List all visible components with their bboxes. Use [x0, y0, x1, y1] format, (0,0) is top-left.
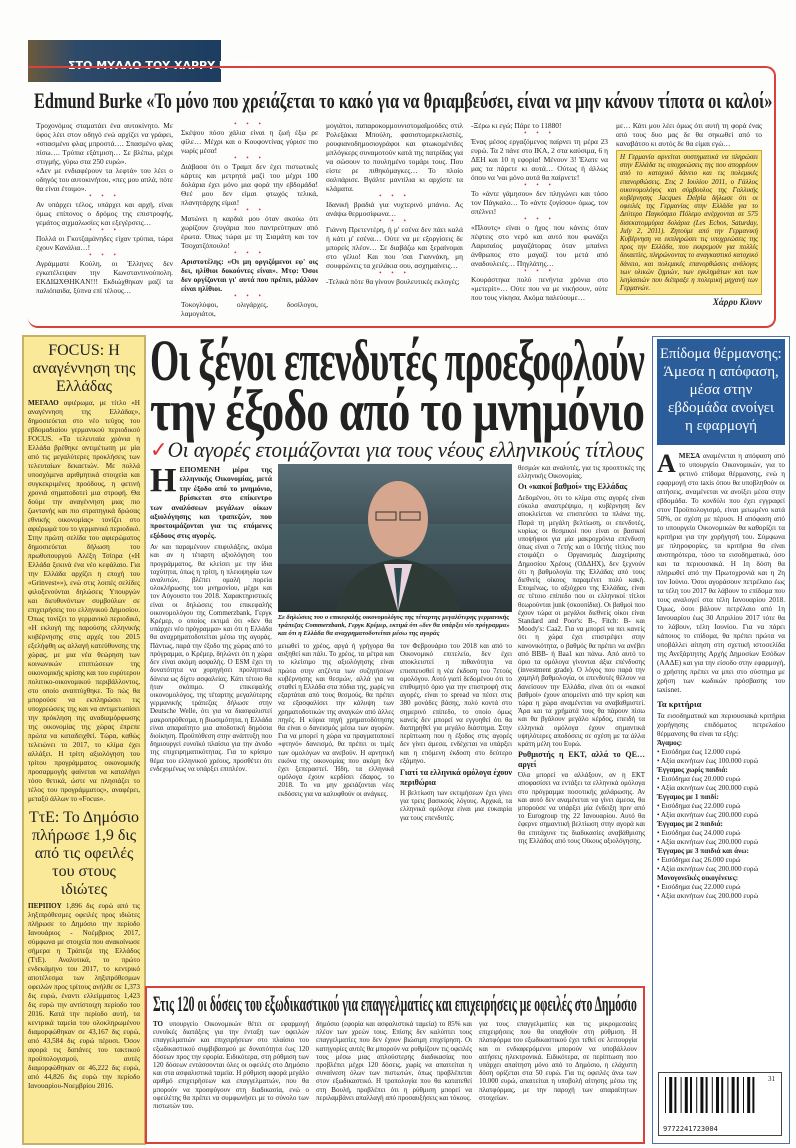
- dropcap: Α: [657, 449, 676, 478]
- paragraph: -Τελικά πότε θα γίνουν βουλευτικές εκλογές;: [326, 277, 460, 286]
- column-headline: [34, 88, 772, 114]
- paragraph: μειωθεί το χρέος, αργά ή γρήγορα θα αυξηθεί και πάλι. Το χρέος, τα μέτρα και το κλείσιμο της αξιολόγησης είναι πρώτα στην ατζέντα των συζητήσεων κυβέρνησης και θεσμών, αλλά για να σταθεί η Ελλάδα στα πόδια της, χωρίς να εξαρτάται από τους θεσμούς, θα πρέπει να εξασφαλίσει την κάλυψη των χρηματοδοτικών της αναγκών από άλλες πηγές. Η κύρια πηγή χρηματοδότησης θα είναι ο δανεισμός μέσω των αγορών. Για να μπορεί η χώρα να πραγματοποιεί «φτηνό» δανεισμό, θα πρέπει οι τιμές των ομολόγων να ανεβούν. Η αρνητική εικόνα της οικονομίας που ακόμη δεν έχει ξεπεραστεί. Ήδη, τα ελληνικά ομόλογα έχουν κερδίσει έδαφος, το 2018. Το να μην χρειάζονται νέες εκδόσεις για να καλυφθούν οι ανάγκες.: [278, 642, 394, 798]
- photo-economist: [278, 464, 512, 612]
- barcode-bar: [747, 1077, 750, 1113]
- section-subhead: Οι «κακοί βαθμοί» της Ελλάδας: [518, 482, 628, 492]
- paragraph: Διάβασα ότι ο Τραμπ δεν έχει πιστωτικές κάρτες και μετρητά μαζί του μέχρι 100 δολάρια έχει μόνο μια φορά την εβδομάδα! Θεέ μου δεν είμαι φτωχός τελικά, πλανητάρχης είμαι!: [181, 162, 318, 207]
- paragraph: υπουργείο Οικονομικών θέτει σε εφαρμογή ευνοϊκές διατάξεις για την ένταξη των οφειλών επαγγελματιών και επιχειρήσεων στο πλαίσιο του εξωδικαστικού συμβιβασμού με δυνατότητα έως 120 δόσεων προς την εφορία. Ειδικότερα, στη ρύθμιση των 120 δόσεων εντάσσονται όλες οι οφειλές στο Δημόσιο και στα ασφαλιστικά ταμεία. Η ρύθμιση αφορά μεγάλο αριθμό επιχειρήσεων και επαγγελματιών, που θα μπορούν να προσφύγουν στη διαδικασία, ενώ ο οφειλέτης θα πρέπει να συμφωνήσει με το σύνολο των πιστωτών του.: [153, 1020, 309, 1111]
- separator: • • •: [89, 226, 120, 234]
- person-photo-icon: [278, 464, 512, 612]
- lead-word: ΜΕΣΑ: [678, 452, 701, 460]
- headline-line: η εφαρμογή: [685, 418, 757, 434]
- bottom-article: [145, 986, 645, 1144]
- separator: • • •: [524, 215, 555, 223]
- barcode-bar: [700, 1077, 703, 1113]
- separator: • • •: [379, 217, 410, 225]
- headline-line: Άμεσα η απόφαση,: [663, 364, 779, 380]
- paragraph: αναμένεται η απόφαση από το υπουργείο Οικονομικών, για το φετινό επίδομα θέρμανσης, ενώ η εφαρμογή στο taxis όπου θα υποβληθούν οι αιτήσεις, αναμένεται να ανοίξει μέσα στην εβδομάδα. Το κονδύλι που έχει εγγραφεί στον Προϋπολογισμό, είναι μειωμένο κατά 50%, σε σχέση με πέρυσι. Η απόφαση από το υπουργείο Οικονομικών θα καθορίζει τα κριτήρια για την χορήγησή του. Σύμφωνα με πληροφορίες, τα κριτήρια θα είναι αυστηρότερα, τόσο τα εισοδηματικά, όσο και τα περιουσιακά. Η 1η δόση θα πληρωθεί από την Πρωτοχρονιά και η 2η τον Ιούνιο. Όσοι αγοράσουν πετρέλαιο έως τα τέλη του 2017 θα λάβουν το επίδομα που τους αναλογεί στα τέλη Ιανουαρίου 2018. Όμως, όσοι βάλουν πετρέλαιο από 1η Ιανουαρίου έως 30 Απριλίου 2017 τότε θα το λάβουν, τέλη Ιουνίου. Για να πάρει κάποιος το επίδομα, θα πρέπει πρώτα να υποβάλλει αίτηση στη σχετική ιστοσελίδα της Ανεξάρτητης Αρχής Δημοσίων Εσόδων (ΑΑΔΕ) και για την είσοδο στην εφαρμογή, ο χρήστης πρέπει να μπει στο σύστημα με χρήση των κωδικών πρόσβασης του taxisnet.: [657, 452, 786, 694]
- bottom-headline-text: Στις 120 οι δόσεις του εξωδικαστικού για επαγγελματίες και επιχειρήσεις με οφειλές στο Δημόσιο: [153, 991, 637, 1016]
- dropcap: Η: [150, 462, 177, 499]
- paragraph: Αγράμματε Κούλη, οι Έλληνες δεν εγκατέλειψαν την Κωνσταντινούπολη. ΕΚΔΙΩΧΘΗΚΑΝ!!! Εκδιώχθηκαν μαζί τα παλιόπαιδα, ξύπνα επί τέλους…: [36, 259, 173, 295]
- headline-row: [660, 363, 782, 381]
- barcode-bar: [752, 1077, 754, 1113]
- barcode-bar: [681, 1077, 682, 1113]
- criteria-item: [657, 820, 785, 847]
- paragraph: «Δεν με ενδιαφέρουν τα λεφτά» του λέει ο οδηγός του αυτοκινήτου, «πες μου απλά, πότε θα είναι έτοιμο».: [36, 166, 173, 193]
- criteria-group: Άγαμος:: [657, 739, 683, 747]
- barcode-bar: [727, 1077, 728, 1113]
- headline-line: μέσα στην: [689, 382, 753, 398]
- criteria-income: • Εισόδημα έως 26.000 ευρώ: [657, 856, 741, 864]
- separator: • • •: [524, 267, 555, 275]
- barcode-bar: [712, 1077, 713, 1113]
- paragraph: Γιάννη Πρετεντέρη, ή μ' εσένα δεν πάει καλά ή κάτι μ' εσένα… Ούτε να με εξοργίσεις δε μπορείς πλέον… Σε διαβάζω και ξεραίνομαι στο γέλιο! Και που 'σαι Γιαννάκη, μη σουφρώνεις τα χειλάκια σου, ασχημαίνεις…: [326, 225, 463, 270]
- criteria-assets: • Αξία ακινήτων έως 200.000 ευρώ: [657, 811, 759, 819]
- focus-title: FOCUS: Η αναγέννηση της Ελλάδας: [32, 342, 136, 395]
- barcode-bar: [743, 1077, 744, 1113]
- barcode-bar: [665, 1077, 666, 1113]
- heating-body: [657, 449, 786, 901]
- criteria-income: • Εισόδημα έως 20.000 ευρώ: [657, 775, 741, 783]
- barcode-bar: [674, 1077, 676, 1113]
- separator: • • •: [234, 292, 265, 300]
- criteria-assets: • Αξία ακινήτων έως 200.000 ευρώ: [657, 865, 759, 873]
- column-headline-text: Edmund Burke «Το μόνο που χρειάζεται το κακό για να θριαμβεύσει, είναι να μην κάνουν τίποτα οι καλοί»: [34, 88, 773, 113]
- criteria-intro: Τα εισοδηματικά και περιουσιακά κριτήρια χορήγησης επιδόματος πετρελαίου θέρμανσης θα είναι τα εξής:: [657, 712, 785, 738]
- column-col-1: [36, 121, 173, 295]
- paragraph: -Ξέρω κι εγώ; Πάρε το 11880!: [471, 121, 562, 130]
- headline-row: [150, 378, 645, 443]
- focus-body: [28, 399, 140, 804]
- paragraph: μογιάτοι, παπαροκομμουνιστομαϊμούδες στιλ Ρολεξάκια Μπούλη, φασιστομερκελιστές, ρουφιανοδημοσιογράφοι και φτωκομένιδες μπλόγκερς συναμοτούν κατά της πατρίδας για να σώσουν το πουλημένο τομάρι τους. Που είστε ρε πιθηκόμαγκες… Το πλοίο σαλπάρισε. Βγάλτε μαντίλια κι αρχίστε τα κλάματα.: [326, 121, 463, 193]
- separator: • • •: [524, 129, 555, 137]
- column-col-4: [471, 121, 608, 302]
- criteria-assets: • Αξία ακινήτων έως 200.000 ευρώ: [657, 838, 759, 846]
- column-col-3: [326, 121, 463, 286]
- headline-line: την έξοδο από το μνημόνιο: [150, 378, 645, 443]
- paragraph: Ματώνει η καρδιά μου όταν ακούω ότι χωρίζουν ζευγάρια που παντρεύτηκαν από έρωτα. Όπως τώρα με τη Σιαμάτη και τον Τσοχατζόπουλο!: [181, 214, 318, 250]
- criteria-item: [657, 739, 785, 766]
- section-subhead: Γιατί τα ελληνικά ομόλογα έχουν περιθώρια: [400, 768, 512, 787]
- tte-title: ΤτΕ: Το Δημόσιο πλήρωσε 1,9 δις από τις οφειλές του στους ιδιώτες: [28, 809, 140, 898]
- lead-paragraph: ΕΠΟΜΕΝΗ μέρα της ελληνικής Οικονομίας, μετά την έξοδο από το μνημόνιο, βρίσκεται στο επίκεντρο των αναλύσεων μεγάλων οίκων αξιολόγησης και τραπεζών, που προετοιμάζονται για τις επόμενες εξόδους στις αγορές.: [150, 465, 272, 540]
- lead-word: ΜΕΓΑΛΟ: [28, 399, 59, 407]
- criteria-income: • Εισόδημα έως 22.000 ευρώ: [657, 883, 741, 891]
- main-col-1: [150, 462, 272, 773]
- separator: • • •: [89, 192, 120, 200]
- criteria-income: • Εισόδημα έως 24.000 ευρώ: [657, 829, 741, 837]
- barcode-icon: [659, 1073, 781, 1123]
- criteria-group: Έγγαμος χωρίς παιδιά:: [657, 766, 728, 774]
- quote-box: Η Γερμανία αρνείται συστηματικά να πληρώσει στην Ελλάδα τις υποχρεώσεις της που απορρέουν από το κατοχικό δάνειο και τις πολεμικές επανορθώσεις. Στις 2 Ιουλίου 2011, ο Γάλλος οικονομολόγος και σύμβουλος της Γαλλικής κυβέρνησης Jacques Delpla δήλωσε ότι οι οφειλές της Γερμανίας στην Ελλάδα για το Δεύτερο Παγκόσμιο Πόλεμο ανέρχονται σε 575 δισεκατομμύρια δολάρια (Les Echos, Saturday, July 2, 2011). Ζητούμε από την Γερμανική Κυβέρνηση να εκπληρώσει τις υποχρεώσεις της προς την Ελλάδα, που εκκρεμούν για πολλές δεκαετίες, πληρώνοντας το αναγκαστικό κατοχικό δάνειο, και πολεμικές επανορθώσεις ανάλογες των υλικών ζημιών, των εγκλημάτων και των λεηλασιών που διέπραξε η πολεμική μηχανή των Γερμανών.: [616, 150, 762, 295]
- subhead-text: Οι αγορές ετοιμάζονται για τους νέους ελληνικούς τίτλους: [167, 437, 644, 462]
- paragraph: για τους επαγγελματίες και τις μικρομεσαίες επιχειρήσεις που θα υπαχθούν στη ρύθμιση. Η πλατφόρμα του εξωδικαστικού έχει τεθεί σε λειτουργία και οι ενδιαφερόμενοι μπορούν να υποβάλλουν αιτήσεις ηλεκτρονικά. Ειδικότερα, σε περίπτωση που υπάρχει απαίτηση μόνο από το Δημόσιο, η ελάχιστη δόση ορίζεται στα 50 ευρώ. Για τις οφειλές άνω των 10.000 ευρώ, απαιτείται η υποβολή αίτησης μέσω της πλατφόρμας, με την παροχή των απαραίτητων στοιχείων.: [479, 1020, 637, 1102]
- separator: • • •: [234, 154, 265, 162]
- criteria-title: Τα κριτήρια: [657, 699, 702, 709]
- headline-line: Οι ξένοι επενδυτές προεξοφλούν: [150, 328, 645, 393]
- barcode-bar: [690, 1077, 692, 1113]
- paragraph: Δεδομένου, ότι το κλίμα στις αγορές είναι εύκολα αναστρέψιμο, η κυβέρνηση δεν αποκλείεται να επισπεύσει τα πλάνα της. Παρά τη μεγάλη βελτίωση, οι επενδυτές, κυρίως οι θεσμικοί που είναι οι βασικοί υποψήφιοι για μία μακροχρόνια επένδυση όπως είναι ο 7ετής και ο 10ετής τίτλος που ετοιμάζει ο Οργανισμός Διαχείρισης Δημοσίου Χρέους (ΟΔΔΗΧ), δεν ξεχνούν ότι η βαθμολογία της Ελλάδας από τους διεθνείς οίκους παραμένει πολύ κακή. Επομένως, το αξιόχρεο της Ελλάδας, είναι σε τέτοιο επίπεδο που οι ελληνικοί τίτλοι θεωρούνται junk (σκουπίδια). Οι βαθμοί που έχουν τώρα οι μεγάλοι διεθνείς οίκοι είναι Standard and Poor's: B-, Fitch: B- και Moody's: Caa2. Για να μπορεί να πει κανείς ότι η χώρα έχει επιστρέψει στην κανονικότητα, ο βαθμός θα πρέπει να ανέβει από ΒΒΒ- ή Baa1 και πάνω. Από αυτό το όριο τα ομόλογα γίνονται άξια επένδυσης (investment grade). Ο λόγος που παρά την χαμηλή βαθμολογία, οι επενδυτές θέλουν να δανείσουν την Ελλάδα, είναι ότι οι «κακοί βαθμοί» έχουν απομείνει από την κρίση και τώρα η χώρα αναμένεται να αναβαθμιστεί. Άρα και τα χρήματά τους θα πάρουν πίσω και θα βγάλουν μεγάλο κέρδος, επειδή τα ελληνικά ομόλογα έχουν σημαντικά υψηλότερες αποδόσεις σε σχέση με τα άλλα κράτη μέλη του Ευρώ.: [518, 493, 645, 748]
- paragraph: Αν υπάρχει τέλος, υπάρχει και αρχή, είναι όμως επίπονος ο δρόμος της επιστροφής, γεμάτος αιχμαλωσίες και εξεγέρσεις…: [36, 200, 173, 227]
- tte-body: [28, 902, 140, 1091]
- separator: • • •: [524, 181, 555, 189]
- checkmark-icon: ✓: [150, 437, 168, 462]
- barcode-bar: [737, 1077, 739, 1113]
- bottom-col-1: [153, 1020, 309, 1110]
- signature: Χάρρυ Κλυνν: [712, 297, 762, 308]
- criteria-assets: • Αξία ακινήτων έως 200.000 ευρώ: [657, 784, 759, 792]
- barcode-bar: [721, 1077, 723, 1113]
- column-col-2: [181, 121, 318, 318]
- banner-text: ΣΤΟ ΜΥΑΛΟ ΤΟΥ ΧΑΡΡΥ ΚΛΥΝΝ: [68, 59, 263, 72]
- main-col-4: [518, 464, 645, 845]
- paragraph: Αν και παραμένουν επιφυλάξεις, ακόμα και αν η τέταρτη αξιολόγηση του προγράμματος, θα κλείσει με την ίδια ταχύτητα, όπως η τρίτη, η πλειοψηφία των αναλυτών, βλέπει ομαλή πορεία ολοκλήρωσης του μνημονίου, μέχρι και τον Αύγουστο του 2018. Χαρακτηριστικές είναι οι δηλώσεις του επικεφαλής οικονομολόγου της Commerzbank, Γεργκ Κρέμερ, ο οποίος εκτιμά ότι «δεν θα υπάρχει νέο πρόγραμμα» και ότι η Ελλάδα θα αναχρηματοδοτείται μέσω της αγοράς. Πάντως, παρά την έξοδο της χώρας από το πρόγραμμα, ο Κρέμερ, δηλώνει ότι η χώρα δεν είναι ακόμη ασφαλής. Ο ΕSΜ έχει τη δυνατότητα να χορηγήσει προληπτικά δάνεια ως δίχτυ ασφαλείας. Κάτι τέτοιο θα ήταν σκόπιμο. Ο επικεφαλής οικονομολόγος, της τέταρτης μεγαλύτερης γερμανικής τράπεζας δήλωσε στην Deutsche Welle, ότι για να διασφαλιστεί μακροπρόθεσμα, η βιωσιμότητα, η Ελλάδα είναι απαραίτητο μια αποδοτική δημόσια διοίκηση. Προϋπόθεση στην ανάπτυξη που δημιουργεί ευνοϊκό πλαίσιο για την άνοδο της επιχειρηματικότητας. Για το κρίσιμο θέμα του ελληνικού χρέους, προσθέτει ότι ενδεχομένως να υπάρξει επιπλέον.: [150, 543, 272, 773]
- barcode: [658, 1072, 782, 1136]
- bottom-headline: [153, 991, 637, 1017]
- subhead-line: [150, 437, 644, 462]
- paragraph: δημόσιο (εφορία και ασφαλιστικά ταμεία) το 85% και πλέον των χρεών τους. Επίσης δεν καλύπτει τους επαγγελματίες που δεν έχουν βιώσιμη επιχείρηση. Οι κατηγορίες αυτές θα μπορούν να ρυθμίζουν τις οφειλές τους μέσω μιας απλούστερης διαδικασίας που προβλέπει μέχρι 120 δόσεις, χωρίς να απαιτείται η συναίνεση όλων των πιστωτών, όπως προβλέπεται στον εξωδικαστικό. Η τροπολογία που θα κατατεθεί στη Βουλή, προβλέπει ότι η ρύθμιση μπορεί να περιλαμβάνει απαλλαγή από προσαυξήσεις και τόκους.: [316, 1020, 472, 1102]
- separator: • • •: [89, 251, 120, 259]
- main-col-3: [400, 642, 512, 822]
- paragraph: θεσμών και αναλυτές, για τις προοπτικές της ελληνικής Οικονομίας.: [518, 464, 645, 481]
- separator: • • •: [379, 192, 410, 200]
- paragraph: Το «άντε γάμησου» δεν πληγώνει και τόσο τον Πάγκαλο… Το «άντε ζυγίσου» όμως, τον σπέλνει!: [471, 189, 608, 216]
- criteria-assets: • Αξία ακινήτων έως 200.000 ευρώ: [657, 892, 759, 900]
- paragraph: Τροχονόμος σταματάει ένα αυτοκίνητο. Με ύφος λέει στον οδηγό ενώ αρχίζει να γράφει, «σπασμένο φλας μπροστά…. Σπασμένο φλας πίσω…. Τρύπια εξάτμιση… Σε βλέπω, μέχρι στιγμής, γύρω στα 250 ευρώ».: [36, 121, 173, 166]
- headline-line: εβδομάδα ανοίγει: [668, 400, 774, 416]
- paragraph: Πολλά οι Γκοτζαμάνηδες είχαν τρύπια, τώρα έχουν Κανάλια…!: [36, 234, 173, 252]
- barcode-bar: [685, 1077, 688, 1113]
- column-col-5: [616, 121, 762, 308]
- criteria-group: Έγγαμος με 3 παιδιά και άνω:: [657, 847, 749, 855]
- paragraph: Ένας μέσος εργαζόμενος παίρνει τη μέρα 23 ευρώ. Τα 2 πάνε στο ΙΚΑ, 2 στα καύσιμα, 6 η ΔΕΗ και 10 η εφορία! Μένουν 3! Έλατε να μας τα πάρετε κι αυτά… Ούτως ή άλλως όπου να 'ναι μόνο αυτά θα παίρνετε!: [471, 137, 608, 182]
- separator: • • •: [234, 206, 265, 214]
- paragraph: «Πλουτς» είναι ο ήχος που κάνεις όταν πέφτεις στο νερό και αυτό που φωνάζει Λαρισαίος μαγαζάτορας όταν μπαίνει άνθρωπος στο μαγαζί του μετά από αναδουλειές… Πηγλάτης…: [471, 223, 608, 268]
- photo-caption: Σε δηλώσεις του ο επικεφαλής οικονομολόγος της τέταρτης μεγαλύτερης γερμανικής τράπεζας Commerzbank, Γεργκ Κρέμερ, εκτιμά ότι «δεν θα υπάρξει νέο πρόγραμμα» και ότι η Ελλάδα θα αναχρηματοδοτείται μέσω της αγοράς: [278, 614, 510, 637]
- criteria-group: Έγγαμος με 1 παιδί:: [657, 793, 719, 801]
- headline-row: [660, 417, 782, 435]
- criteria-list: [657, 739, 785, 901]
- criteria-group: Μονογονεϊκές οικογένειες:: [657, 874, 739, 882]
- bottom-col-3: [479, 1020, 637, 1102]
- criteria-group: Έγγαμος με 2 παιδιά:: [657, 820, 723, 828]
- criteria-item: [657, 766, 785, 793]
- criteria-item: [657, 793, 785, 820]
- bottom-col-2: [316, 1020, 472, 1102]
- barcode-bar: [716, 1077, 719, 1113]
- barcode-bar: [706, 1077, 708, 1113]
- paragraph: Όλα μπορεί να αλλάξουν, αν η ΕΚΤ αποφασίσει να εντάξει τα ελληνικά ομόλογα στο πρόγραμμα ποσοτικής χαλάρωσης. Αν και αυτό δεν αναμένεται να γίνει άμεσα, θα μπορούσε να υπάρξει μία ένδειξη πριν από το Eurogroup της 22 Ιανουαρίου. Αυτό θα έφερνε σημαντική βελτίωση στην αγορά και θα επιτάχυνε τις διαδικασίες αναβάθμισης της Ελλάδος από τους Οίκους αξιολόγησης.: [518, 771, 645, 845]
- criteria-item: [657, 874, 785, 901]
- main-headline: [150, 328, 645, 443]
- paragraph: Τοκογλύφοι, ολιγάρχες, δοσίλογοι, λαμογιάτοι,: [181, 300, 318, 318]
- criteria-income: • Εισόδημα έως 12.000 ευρώ: [657, 748, 741, 756]
- paragraph: Η βελτίωση των εκτιμήσεων έχει γίνει για τρεις βασικούς λόγους. Αρχικά, τα ελληνικά ομόλογα είναι μια ευκαιρία για τους επενδυτές.: [400, 789, 512, 822]
- headline-line: Επίδομα θέρμανσης:: [660, 346, 782, 362]
- criteria-assets: • Αξία ακινήτων έως 100.000 ευρώ: [657, 757, 759, 765]
- headline-row: [660, 381, 782, 399]
- body-text: 1,896 δις ευρώ από τις ληξιπρόθεσμες οφειλές προς ιδιώτες πλήρωσε το Δημόσιο την περίοδο Ιανουάριος - Νοέμβριος 2017, σύμφωνα με στοιχεία που ανακοίνωσε σήμερα η Τράπεζα της Ελλάδος (ΤτΕ). Αναλυτικά, το πρώτο ενδεκάμηνο του 2017, το κεντρικό αποτέλεσμα των ληξιπρόθεσμων οφειλών προς τρίτους ανήλθε σε 1,373 δις ευρώ, έναντι ελλείμματος 1,423 δις ευρώ την αντίστοιχη περίοδο του 2016. Κατά την περίοδο αυτή, τα κεντρικά ταμεία του ολοκληρωμένου διαμορφώθηκαν σε 43,167 δις ευρώ, από 43,584 δις ευρώ πέρυσι. Όσον αφορά τις δαπάνες του τακτικού προϋπολογισμού, αυτές διαμορφώθηκαν σε 46,222 δις ευρώ, από 44,826 δις ευρώ την περίοδο Ιανουαρίου-Νοεμβρίου 2016.: [28, 902, 141, 1090]
- barcode-bar: [696, 1077, 697, 1113]
- main-subhead: [150, 437, 644, 462]
- paragraph: τον Φεβρουάριο του 2018 και από το Οικονομικό επιτελείο, δεν έχει αποκλειστεί η πιθανότητα να επισπευσθεί η νέα έκδοση του 7ετούς ομολόγου. Αυτό γιατί δεδομένου ότι το επιθυμητό όριο για την επιστροφή στις αγορές, είναι το spread να πέσει στις 380 μονάδες βάσης, πολύ κοντά στο σημερινό επίπεδο, το οποίο όμως κανείς δεν μπορεί να εγγυηθεί ότι θα διατηρηθεί για μεγάλο διάστημα. Στην περίπτωση που η έξοδος στις αγορές δεν γίνει άμεσα, ενδέχεται να υπάρξει και η επόμενη έκδοση στο δεύτερο εξάμηνο.: [400, 642, 512, 765]
- paragraph: Αριστοτέλης: «Οι μη οργιζόμενοι εφ' οις δει, ηλίθιοι δοκούντες είναι». Μτφ: Όσοι δεν οργίζονται γι' αυτά που πρέπει, μάλλον είναι ηλίθιοι.: [181, 257, 318, 293]
- headline-row: [660, 345, 782, 363]
- paragraph: με… Κάτι μου λέει όμως ότι αυτή τη φορά ένας από τους δυο μας δε θα σηκωθεί από το καναβάτσο κι αυτός δε θα είμαι εγώ…: [616, 121, 762, 148]
- paragraph: Ιδανική βραδιά για νυχτερινό μπάνιο. Ας ανάψω θερμοσίφωνα…: [326, 200, 463, 218]
- paragraph: Σκέψου πόσο χάλια είναι η ζωή έξω ρε φίλε… Μέχρι και ο Κουφοντίνας γύρισε πιο νωρίς μέσα!: [181, 128, 318, 155]
- heating-headline: [657, 339, 785, 445]
- main-col-2: [278, 642, 394, 798]
- lead-word: ΠΕΡΙΠΟΥ: [28, 902, 62, 910]
- headline-row: [660, 399, 782, 417]
- issue-code: 31: [768, 1075, 775, 1083]
- barcode-bar: [732, 1077, 735, 1113]
- criteria-income: • Εισόδημα έως 22.000 ευρώ: [657, 802, 741, 810]
- paragraph: Κουράστηκα πολύ πενήντα χρόνια στο «μετερίτ»… Ούτε που να με νικήσουν, ούτε που τους νίκησα. Ακόμα παλεύουμε…: [471, 275, 608, 302]
- lead-word: ΤΟ: [153, 1020, 163, 1028]
- section-subhead: Ρυθμιστής η ΕΚΤ, αλλά το QE… αργεί: [518, 750, 645, 769]
- separator: • • •: [234, 249, 265, 257]
- body-text: αφιέρωμα, με τίτλο «Η αναγέννηση της Ελλάδας», δημοσιεύεται στο νέο τεύχος του εβδομαδιαίου γερμανικού περιοδικού FOCUS. «Τα τελευταία χρόνια η Ελλάδα βρέθηκε αντιμέτωπη με μία από τις μεγαλύτερες προκλήσεις των τελευταίων δεκαετιών. Με πολλά υποσχόμενα αριθμητικά στοιχεία και συγκεκριμένες προόδους, η φετινή χρονιά σηματοδοτεί μια στροφή. Θα δούμε την αναγέννηση μιας πιο ζωντανής και πιο στρατηγικά δρώσας εθνικής οικονομίας» τονίζει στο αφιέρωμά του το γερμανικό περιοδικό. Στην πρώτη σελίδα του αφιερώματος δημοσιεύεται δήλωση του πρωθυπουργού Αλέξη Τσίπρα («Η Ελλάδα ξεκινά ένα νέο κεφάλαιο. Για την Ελλάδα αρχίζει η εποχή του «Grinvest»»), ενώ στις λοιπές σελίδες φιλοξενούνται δηλώσεις Υπουργών και διευθυνόντων συμβούλων σε επιχειρήσεις του ελληνικού Δημοσίου. Όπως τονίζει το γερμανικό περιοδικό, «Η εκλογή της παρούσης ελληνικής κυβέρνησης στις αρχές του 2015 εξελήφθη ως αλλαγή κατεύθυνσης της χώρας, με μια νέα θεώρηση των κοινωνικών επιπτώσεων της οικονομικής κρίσης και του ευρύτερου πολιτικο-οικονομικού περιβάλλοντος, στο οποίο αναπτύχθηκε. Το πώς θα μπορούσε να εκπληρώσει τις υποχρεώσεις της και να αντιμετωπίσει την πρόκληση της αναδιαμόρφωσης της οικονομίας της χώρας έπρεπε πρώτα να καταδειχθεί. Τώρα, καθώς τελειώνει το 2017, το κλίμα έχει αλλάξει. Η τρίτη αξιολόγηση του τρίτου προγράμματος οικονομικής προσαρμογής φαίνεται να καταλήγει τόσο θετικά, ώστε να πλησιάζει το τέλος του προγράμματος», αναφέρει, μεταξύ άλλων το «Focus».: [28, 399, 141, 803]
- barcode-bar: [669, 1077, 672, 1113]
- barcode-number: 9772241723004: [663, 1125, 718, 1133]
- left-sidebar: [22, 335, 146, 1145]
- criteria-item: [657, 847, 785, 874]
- separator: • • •: [234, 120, 265, 128]
- separator: • • •: [379, 269, 410, 277]
